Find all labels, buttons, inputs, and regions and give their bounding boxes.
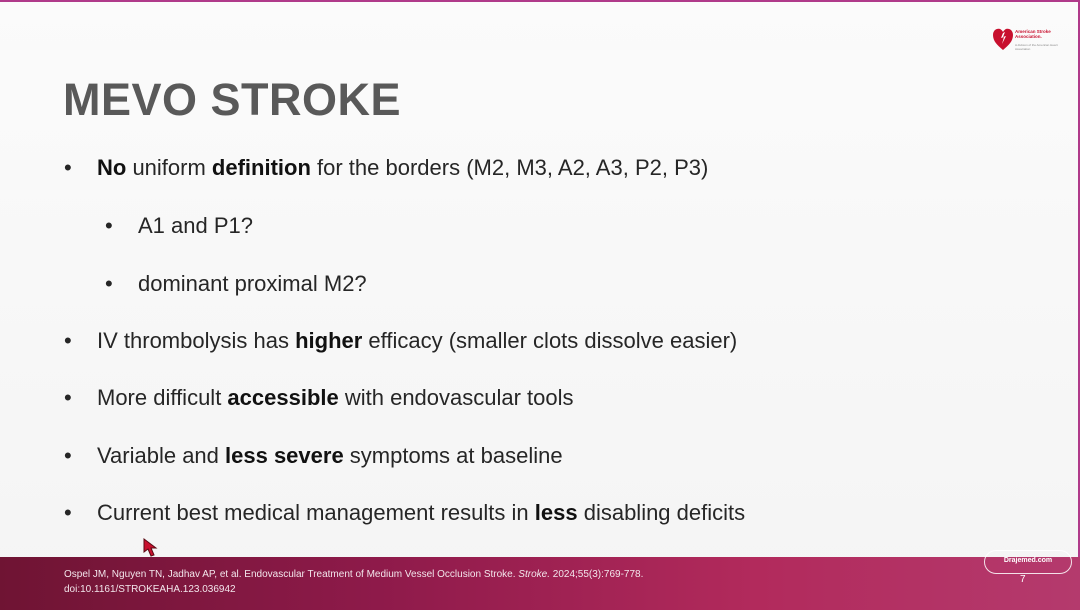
bullet-text: dominant proximal M2?: [138, 271, 367, 296]
bullet-text: with endovascular tools: [338, 385, 574, 410]
bullet-text: Variable and: [97, 443, 226, 468]
bullet-emphasis: less: [534, 500, 578, 525]
bullet-emphasis: higher: [295, 328, 363, 353]
bullet-item-7: [64, 500, 746, 526]
citation-journal: Stroke.: [518, 569, 550, 580]
bullet-item-2: [105, 213, 253, 239]
bullet-item-6: [64, 443, 563, 469]
bullet-item-1: [64, 155, 709, 181]
mouse-pointer-icon: [143, 538, 161, 558]
citation-authors: Ospel JM, Nguyen TN, Jadhav AP, et al. Endovascular Treatment of Medium Vessel Occlusion Stroke.: [64, 569, 519, 580]
bullet-text: for the borders (M2, M3, A2, A3, P2, P3): [310, 155, 709, 180]
bullet-dot: •: [64, 443, 72, 468]
bullet-item-4: [64, 328, 738, 354]
bullet-text: More difficult: [97, 385, 228, 410]
logo-subtext: A division of the American Heart Association: [1015, 43, 1058, 51]
citation-volume: 2024;55(3):769-778.: [549, 569, 644, 580]
bullet-text: symptoms at baseline: [343, 443, 563, 468]
bullet-text: IV thrombolysis has: [97, 328, 296, 353]
bullet-dot: •: [64, 328, 72, 353]
logo-text: American Stroke Association.: [1015, 29, 1051, 39]
bullet-text: uniform: [126, 155, 212, 180]
bullet-text: efficacy (smaller clots dissolve easier): [362, 328, 738, 353]
bullet-dot: •: [105, 271, 113, 296]
footer-bar: [0, 557, 1080, 610]
bullet-emphasis: definition: [211, 155, 311, 180]
citation: [64, 567, 643, 597]
slide-title: MEVO STROKE: [63, 74, 402, 125]
bullet-emphasis: No: [97, 155, 127, 180]
bullet-emphasis: accessible: [227, 385, 339, 410]
bullet-dot: •: [64, 385, 72, 410]
bullet-text: Current best medical management results in: [97, 500, 535, 525]
watermark-badge: Drajemed.com: [984, 550, 1072, 574]
bullet-dot: •: [64, 155, 72, 180]
citation-doi: doi:10.1161/STROKEAHA.123.036942: [64, 584, 236, 595]
bullet-text: A1 and P1?: [138, 213, 253, 238]
bullet-item-5: [64, 385, 574, 411]
bullet-emphasis: less severe: [225, 443, 344, 468]
page-number: 7: [1020, 574, 1026, 585]
bullet-item-3: [105, 271, 367, 297]
bullet-text: disabling deficits: [577, 500, 746, 525]
bullet-dot: •: [64, 500, 72, 525]
bullet-dot: •: [105, 213, 113, 238]
